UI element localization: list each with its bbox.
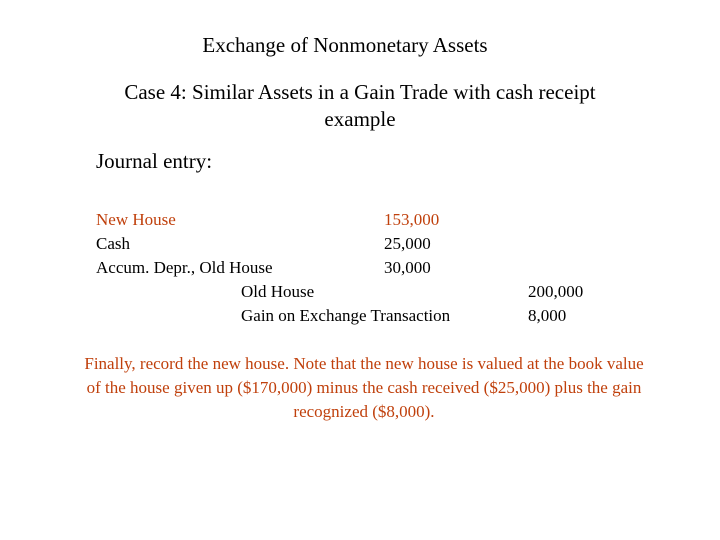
- credit-amount: 200,000: [528, 282, 584, 301]
- account-name: Cash: [96, 234, 130, 253]
- journal-entry-label: Journal entry:: [96, 149, 213, 173]
- debit-amount: 153,000: [384, 210, 440, 229]
- journal-row-gain: [0, 304, 720, 328]
- debit-amount: 25,000: [384, 234, 431, 253]
- account-name: Old House: [241, 282, 315, 301]
- credit-amount: 8,000: [528, 306, 567, 325]
- journal-row-accum-depr: [0, 256, 720, 280]
- account-name: Gain on Exchange Transaction: [241, 306, 451, 325]
- account-name: New House: [96, 210, 176, 229]
- journal-row-new-house: [0, 208, 720, 232]
- journal-row-cash: [0, 232, 720, 256]
- account-name: Accum. Depr., Old House: [96, 258, 273, 277]
- explanation-note: Finally, record the new house. Note that the new house is valued at the book value of the house given up ($170,000) minus the cash received ($25,000) plus the gain recognized ($8,000).: [84, 354, 644, 421]
- journal-row-old-house: [0, 280, 720, 304]
- slide-subtitle: Case 4: Similar Assets in a Gain Trade with cash receipt example: [124, 80, 596, 131]
- slide-title: Exchange of Nonmonetary Assets: [202, 33, 488, 57]
- debit-amount: 30,000: [384, 258, 431, 277]
